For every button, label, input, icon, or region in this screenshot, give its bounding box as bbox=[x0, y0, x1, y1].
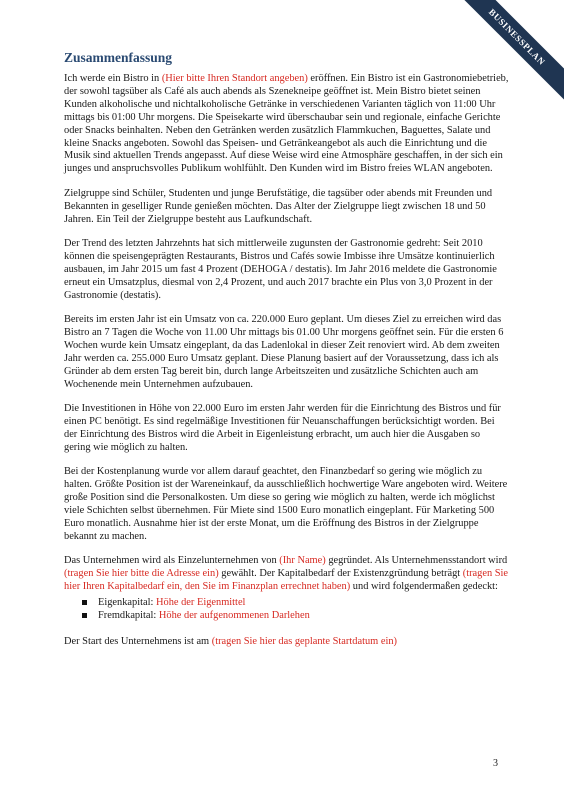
list-item bbox=[82, 597, 509, 610]
paragraph-intro bbox=[64, 73, 509, 176]
text-run: gegründet. Als Unternehmensstandort wird bbox=[325, 555, 508, 566]
paragraph-investments: Die Investitionen in Höhe von 22.000 Euro im ersten Jahr werden für die Einrichtung des Bistros und für einen PC benötigt. Es sind regelmäßige Investitionen für Neuanschaffungen berücksichtigt worden. Bei der Einrichtung des Bistros wird die Arbeit in Eigenleistung erbracht, um auch hier die Ausgaben so gering wie möglich zu halten. bbox=[64, 402, 501, 453]
paragraph-market-trend: Der Trend des letzten Jahrzehnts hat sich mittlerweile zugunsten der Gastronomie gedreht: Seit 2010 können die speisengeprägten Restaurants, Bistros und Cafés sowie Imbisse ihre Umsätze kontinuierlich ausbauen, im Jahr 2015 um fast 4 Prozent (DEHOGA / destatis). Im Jahr 2016 meldete die Gastronomie erneut ein Umsatzplus, diesmal von 2,4 Prozent, und auch 2017 brachte ein Plus von 3,0 Prozent in der Gastronomie (destatis). bbox=[64, 237, 497, 301]
bullet-label: Eigenkapital: bbox=[98, 596, 156, 608]
page-number: 3 bbox=[493, 758, 498, 769]
text-run: eröffnen. Ein Bistro ist ein Gastronomiebetrieb, der sowohl tagsüber als Café als auch abends als Szenekneipe geöffnet ist. Mein Bistro bietet seinen Kunden alkoholische und nichtalkoholische Getränke in verschiedenen Varianten täglich von 11:00 Uhr mittags bis 01:00 Uhr morgens. Die Speisekarte wird überschaubar sein und regionale, einfache Gerichte oder Snacks beinhalten. Neben den Getränken werden zusätzlich Flammkuchen, Baguettes, Salate und kleine Snacks angeboten. Sowohl das Speisen- und Getränkeangebot als auch die Einrichtung und die Musik sind aktuellen Trends angepasst. Auf diese Weise wird eine Atmosphäre geschaffen, in der sich ein junges und anspruchsvolles Publikum wohlfühlt. Den Kunden wird im Bistro freies WLAN angeboten. bbox=[64, 73, 509, 175]
ribbon-label: BUSINESSPLAN bbox=[454, 0, 564, 105]
list-item bbox=[82, 610, 509, 623]
text-run: Das Unternehmen wird als Einzelunternehmen von bbox=[64, 555, 280, 566]
paragraph-legal-form bbox=[64, 555, 509, 594]
text-run: und wird folgendermaßen gedeckt: bbox=[350, 580, 498, 592]
paragraph-target-group: Zielgruppe sind Schüler, Studenten und junge Berufstätige, die tagsüber oder abends mit Freunden und Bekannten in geselliger Runde genießen möchten. Das Alter der Zielgruppe liegt zwischen 18 und 50 Jahren. Ein Teil der Zielgruppe besteht aus Laufkundschaft. bbox=[64, 187, 493, 225]
placeholder-name: (Ihr Name) bbox=[279, 555, 326, 566]
placeholder-debt: Höhe der aufgenommenen Darlehen bbox=[158, 609, 310, 621]
financing-list bbox=[64, 597, 509, 623]
paragraph-start-date bbox=[64, 636, 509, 649]
text-run: Der Start des Unternehmens ist am bbox=[64, 635, 212, 647]
placeholder-capital: (tragen Sie hier Ihren Kapitalbedarf ein, den Sie im Finanzplan errechnet haben) bbox=[64, 567, 509, 592]
placeholder-start-date: (tragen Sie hier das geplante Startdatum ein) bbox=[211, 635, 397, 647]
placeholder-location: (Hier bitte Ihren Standort angeben) bbox=[161, 73, 308, 84]
paragraph-cost-planning: Bei der Kostenplanung wurde vor allem darauf geachtet, den Finanzbedarf so gering wie möglich zu halten. Größte Position ist der Wareneinkauf, da ausschließlich hochwertige Ware angeboten wird. Weitere große Position sind die Personalkosten. Um diese so gering wie möglich zu halten, werde ich möglichst viele Schichten selbst übernehmen. Für Miete sind 1500 Euro monatlich eingeplant. Für Marketing 500 Euro monatlich. Ausnahme hier ist der erste Monat, um die Eröffnung des Bistros in der Zielgruppe bekannt zu machen. bbox=[64, 466, 508, 542]
section-title: Zusammenfassung bbox=[64, 50, 173, 65]
text-run: gewählt. Der Kapitalbedarf der Existenzgründung beträgt bbox=[218, 567, 463, 579]
document-body bbox=[64, 73, 509, 660]
paragraph-revenue: Bereits im ersten Jahr ist ein Umsatz von ca. 220.000 Euro geplant. Um dieses Ziel zu erreichen wird das Bistro an 7 Tagen die Woche von 11.00 Uhr mittags bis 01.00 Uhr morgens geöffnet sein. Für die ersten 6 Wochen wurde kein Umsatz eingeplant, da das Ladenlokal in dieser Zeit renoviert wird. Ab dem zweiten Jahr werden ca. 255.000 Euro Umsatz geplant. Diese Planung basiert auf der Voraussetzung, dass ich als Gründer ab dem ersten Tag bereit bin, durch lange Arbeitszeiten und zusätzliche Schichten auch am Wochenende mein Unternehmen aufzubauen. bbox=[64, 314, 504, 390]
placeholder-address: (tragen Sie hier bitte die Adresse ein) bbox=[64, 567, 219, 579]
placeholder-equity: Höhe der Eigenmittel bbox=[156, 596, 246, 608]
bullet-label: Fremdkapital: bbox=[98, 609, 159, 621]
text-run: Ich werde ein Bistro in bbox=[64, 73, 162, 84]
